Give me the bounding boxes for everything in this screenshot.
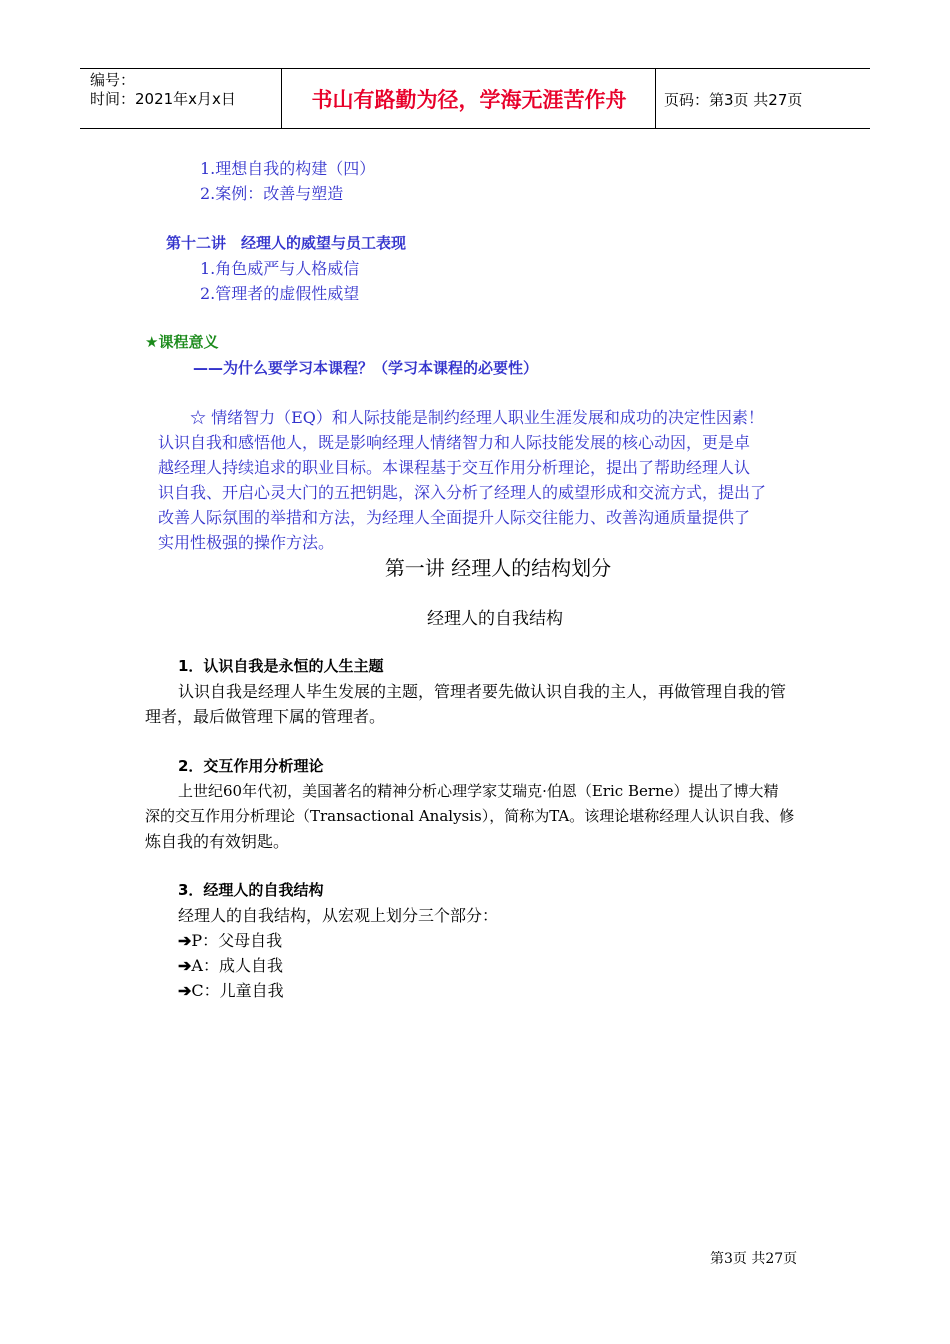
section-line: 上世纪60年代初，美国著名的精神分析心理学家艾瑞克·伯恩（Eric Berne）提出了博大精 <box>178 782 779 800</box>
significance-line: 认识自我和感悟他人，既是影响经理人情绪智力和人际技能发展的核心动因，更是卓 <box>158 433 751 452</box>
arrow-right-icon: ➔ <box>178 931 192 950</box>
significance-line: ☆ 情绪智力（EQ）和人际技能是制约经理人职业生涯发展和成功的决定性因素！ <box>190 408 764 427</box>
ego-part-label: P：父母自我 <box>191 931 283 950</box>
ego-part-item <box>178 978 284 1003</box>
outline-item: 1.角色威严与人格威信 <box>200 259 360 278</box>
arrow-right-icon: ➔ <box>178 981 192 1000</box>
section-line: 深的交互作用分析理论（Transactional Analysis），简称为TA。该理论堪称经理人认识自我、修 <box>145 807 795 825</box>
section-heading: 3．经理人的自我结构 <box>178 881 324 899</box>
outline-item: 2.管理者的虚假性威望 <box>200 284 360 303</box>
header-number: 编号： <box>90 71 136 89</box>
header-time: 时间：2021年x月x日 <box>90 90 236 108</box>
header-page: 页码：第3页 共27页 <box>664 91 803 109</box>
outline-item: 2.案例：改善与塑造 <box>200 184 344 203</box>
lecture1-subtitle: 经理人的自我结构 <box>427 609 563 629</box>
ego-part-item <box>178 953 283 978</box>
section-line: 认识自我是经理人毕生发展的主题，管理者要先做认识自我的主人，再做管理自我的管 <box>178 682 787 701</box>
significance-line: 实用性极强的操作方法。 <box>158 533 335 552</box>
section-line: 炼自我的有效钥匙。 <box>145 832 290 851</box>
significance-title: ★课程意义 <box>145 333 219 351</box>
section-heading: 1．认识自我是永恒的人生主题 <box>178 657 384 675</box>
page-footer: 第3页 共27页 <box>710 1251 798 1267</box>
section-line: 经理人的自我结构，从宏观上划分三个部分： <box>178 906 499 925</box>
header-divider <box>655 69 656 128</box>
significance-line: 改善人际氛围的举措和方法，为经理人全面提升人际交往能力、改善沟通质量提供了 <box>158 508 751 527</box>
section-heading: 2．交互作用分析理论 <box>178 757 324 775</box>
header-motto: 书山有路勤为径，学海无涯苦作舟 <box>311 87 627 112</box>
significance-line: 越经理人持续追求的职业目标。本课程基于交互作用分析理论，提出了帮助经理人认 <box>158 458 751 477</box>
outline-item: 1.理想自我的构建（四） <box>200 159 376 178</box>
ego-part-label: C：儿童自我 <box>191 981 284 1000</box>
header-meta <box>90 71 236 109</box>
ego-part-item <box>178 928 282 953</box>
arrow-right-icon: ➔ <box>178 956 192 975</box>
section-line: 理者，最后做管理下属的管理者。 <box>145 707 386 726</box>
ego-part-label: A：成人自我 <box>191 956 283 975</box>
significance-line: 识自我、开启心灵大门的五把钥匙，深入分析了经理人的威望形成和交流方式，提出了 <box>158 483 767 502</box>
lecture1-title: 第一讲 经理人的结构划分 <box>384 556 612 580</box>
significance-subtitle: ——为什么要学习本课程？（学习本课程的必要性） <box>193 359 539 377</box>
page-header <box>80 68 870 129</box>
lecture12-title: 第十二讲 经理人的威望与员工表现 <box>166 234 407 252</box>
